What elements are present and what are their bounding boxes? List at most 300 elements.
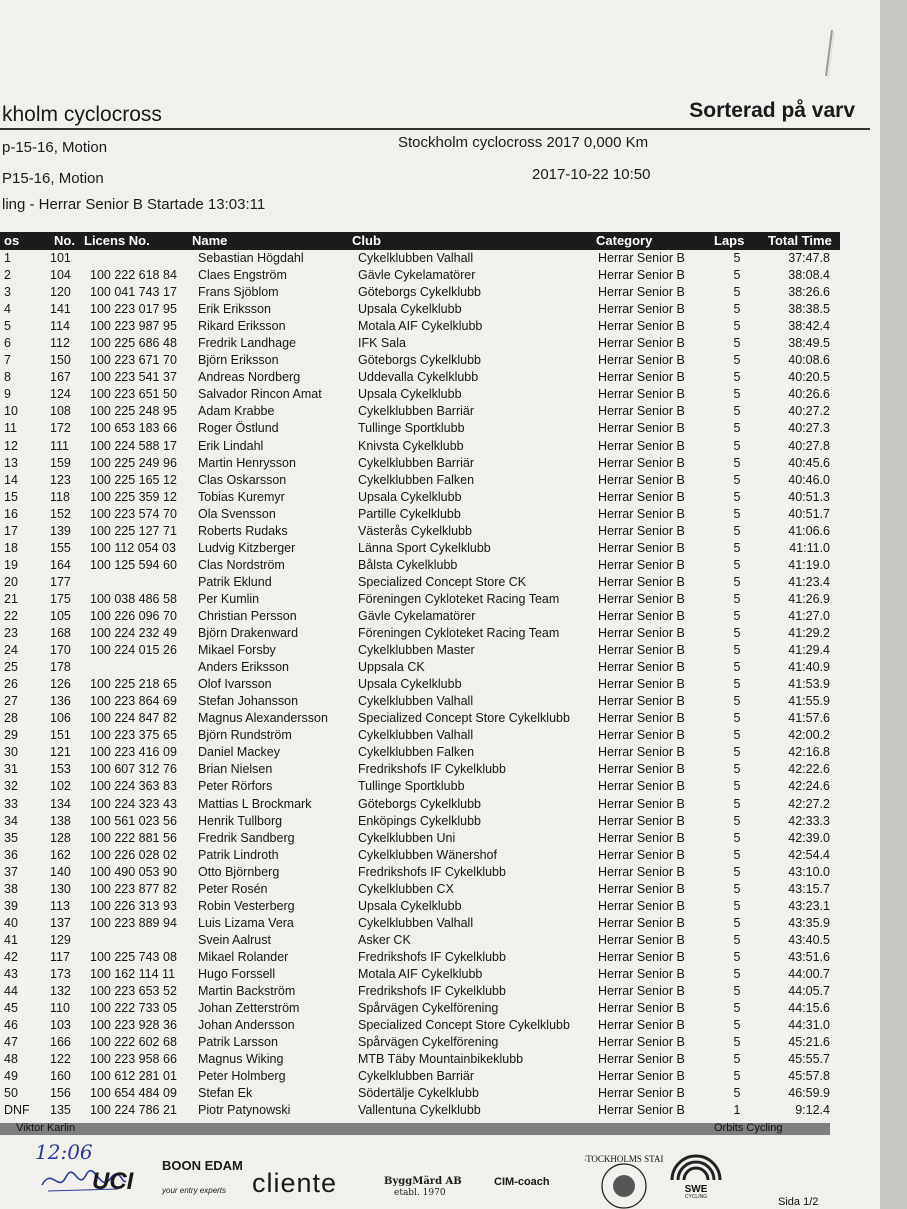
cell-total-time: 42:24.6: [788, 779, 830, 794]
cell-laps: 5: [733, 677, 741, 692]
cell-category: Herrar Senior B: [598, 694, 685, 709]
cell-license-number: 100 561 023 56: [90, 813, 177, 828]
byggmard-logo: ByggMärd AB: [384, 1176, 462, 1187]
table-row: [0, 335, 840, 352]
cell-license-number: 100 224 015 26: [90, 643, 177, 658]
col-category: Category: [596, 233, 653, 248]
cell-laps: 1: [733, 1103, 741, 1118]
table-row: [0, 591, 840, 608]
cell-bib-number: 177: [50, 574, 71, 589]
cell-club: Cykelklubben Valhall: [358, 694, 474, 709]
cell-position: 38: [4, 881, 18, 896]
cell-category: Herrar Senior B: [598, 1018, 685, 1033]
cell-total-time: 41:27.0: [788, 608, 830, 623]
cell-name: Björn Eriksson: [198, 353, 279, 368]
cell-club: Motala AIF Cykelklubb: [358, 966, 483, 981]
cell-name: Johan Andersson: [198, 1018, 295, 1033]
cell-total-time: 40:08.6: [788, 353, 830, 368]
footer-rule: [0, 1123, 830, 1135]
cell-name: Stefan Ek: [198, 1086, 253, 1101]
cell-club: Fredrikshofs IF Cykelklubb: [358, 762, 506, 777]
cell-total-time: 41:11.0: [789, 540, 830, 555]
cell-category: Herrar Senior B: [598, 285, 685, 300]
cim-coach-logo: CIM-coach: [494, 1176, 550, 1188]
cell-license-number: 100 226 313 93: [90, 898, 177, 913]
cell-bib-number: 152: [50, 506, 71, 521]
cell-category: Herrar Senior B: [598, 353, 685, 368]
cell-bib-number: 132: [50, 984, 71, 999]
cell-category: Herrar Senior B: [598, 966, 685, 981]
cell-club: Göteborgs Cykelklubb: [358, 285, 481, 300]
cell-position: 1: [4, 251, 11, 265]
cell-position: 10: [4, 404, 18, 419]
table-row: [0, 744, 840, 761]
cell-club: Spårvägen Cykelförening: [358, 1001, 499, 1016]
cell-club: Göteborgs Cykelklubb: [358, 353, 481, 368]
table-row: [0, 472, 840, 489]
cell-club: Föreningen Cykloteket Racing Team: [358, 591, 560, 606]
cell-position: 3: [4, 285, 11, 300]
cell-laps: 5: [733, 643, 741, 658]
table-row: [0, 540, 840, 557]
cell-bib-number: 103: [50, 1018, 71, 1033]
cell-club: Enköpings Cykelklubb: [358, 813, 481, 828]
cell-name: Patrik Lindroth: [198, 847, 279, 862]
cell-laps: 5: [733, 421, 741, 436]
cell-total-time: 44:00.7: [788, 966, 830, 981]
cell-total-time: 41:40.9: [788, 660, 830, 675]
cell-position: 4: [4, 302, 11, 317]
cell-bib-number: 113: [50, 898, 70, 913]
cell-club: Cykelklubben Uni: [358, 830, 456, 845]
cell-license-number: 100 038 486 58: [90, 591, 177, 606]
col-club: Club: [352, 233, 381, 248]
table-row: [0, 932, 840, 949]
table-row: [0, 250, 840, 267]
cell-laps: 5: [733, 1018, 741, 1033]
cell-name: Mattias L Brockmark: [198, 796, 312, 811]
cell-laps: 5: [733, 506, 741, 521]
cell-license-number: 100 224 588 17: [90, 438, 177, 453]
cell-license-number: 100 224 847 82: [90, 711, 177, 726]
cell-bib-number: 150: [50, 353, 71, 368]
table-row: [0, 284, 840, 301]
cell-club: Vallentuna Cykelklubb: [358, 1103, 481, 1118]
cell-laps: 5: [733, 404, 741, 419]
cell-total-time: 43:51.6: [788, 949, 830, 964]
table-row: [0, 1051, 840, 1068]
cell-bib-number: 128: [50, 830, 71, 845]
table-row: [0, 642, 840, 659]
cell-bib-number: 110: [50, 1001, 70, 1016]
cell-position: 29: [4, 728, 18, 743]
cell-license-number: 100 224 363 83: [90, 779, 177, 794]
cell-position: 18: [4, 540, 18, 555]
table-row: [0, 915, 840, 932]
cell-bib-number: 166: [50, 1035, 71, 1050]
cell-club: Specialized Concept Store Cykelklubb: [358, 1018, 570, 1033]
cell-position: 19: [4, 557, 18, 572]
cell-name: Björn Rundström: [198, 728, 292, 743]
sort-label: Sorterad på varv: [689, 99, 855, 122]
cell-name: Mikael Rolander: [198, 949, 289, 964]
col-total-time: Total Time: [768, 233, 832, 248]
cell-total-time: 42:54.4: [788, 847, 830, 862]
cell-position: 46: [4, 1018, 18, 1033]
cell-category: Herrar Senior B: [598, 915, 685, 930]
cell-category: Herrar Senior B: [598, 591, 685, 606]
cell-license-number: 100 223 651 50: [90, 387, 177, 402]
cell-club: Cykelklubben Valhall: [358, 728, 474, 743]
cell-license-number: 100 225 359 12: [90, 489, 177, 504]
cell-position: 12: [4, 438, 18, 453]
table-header: [0, 232, 840, 250]
cell-name: Salvador Rincon Amat: [198, 387, 322, 402]
cell-club: Cykelklubben CX: [358, 881, 454, 896]
cell-category: Herrar Senior B: [598, 949, 685, 964]
cell-license-number: 100 224 323 43: [90, 796, 177, 811]
cell-position: 20: [4, 574, 18, 589]
table-row: [0, 881, 840, 898]
cell-total-time: 45:21.6: [788, 1035, 830, 1050]
cell-laps: 5: [733, 898, 741, 913]
cell-license-number: 100 226 028 02: [90, 847, 177, 862]
cell-position: 37: [4, 864, 18, 879]
cell-license-number: 100 223 574 70: [90, 506, 177, 521]
cell-laps: 5: [733, 626, 741, 641]
cell-total-time: 43:15.7: [788, 881, 830, 896]
cell-laps: 5: [733, 540, 741, 555]
cell-laps: 5: [733, 984, 741, 999]
table-row: [0, 267, 840, 284]
cell-category: Herrar Senior B: [598, 608, 685, 623]
cell-bib-number: 156: [50, 1086, 71, 1101]
table-row: [0, 506, 840, 523]
table-row: [0, 1000, 840, 1017]
cell-laps: 5: [733, 847, 741, 862]
cell-total-time: 44:05.7: [788, 984, 830, 999]
cell-total-time: 41:53.9: [788, 677, 830, 692]
cell-club: Länna Sport Cykelklubb: [358, 540, 491, 555]
table-row: [0, 659, 840, 676]
cell-category: Herrar Senior B: [598, 728, 685, 743]
cell-bib-number: 124: [50, 387, 71, 402]
cell-position: 9: [4, 387, 11, 402]
cell-laps: 5: [733, 830, 741, 845]
cell-laps: 5: [733, 881, 741, 896]
cell-license-number: 100 225 127 71: [90, 523, 177, 538]
class-start-line: ling - Herrar Senior B Startade 13:03:11: [2, 196, 266, 213]
cell-name: Ola Svensson: [198, 506, 276, 521]
cell-laps: 5: [733, 387, 741, 402]
col-pos: os: [4, 233, 20, 248]
cell-category: Herrar Senior B: [598, 1052, 685, 1067]
event-title: kholm cyclocross: [2, 103, 162, 126]
cell-total-time: 44:31.0: [788, 1018, 830, 1033]
cell-position: 28: [4, 711, 18, 726]
cell-total-time: 44:15.6: [788, 1001, 830, 1016]
cell-laps: 5: [733, 745, 741, 760]
cell-position: 24: [4, 643, 18, 658]
cell-bib-number: 101: [50, 251, 71, 265]
cell-bib-number: 167: [50, 370, 71, 385]
cell-total-time: 40:45.6: [788, 455, 830, 470]
cell-club: Fredrikshofs IF Cykelklubb: [358, 949, 506, 964]
cell-laps: 5: [733, 489, 741, 504]
cell-license-number: 100 223 375 65: [90, 728, 177, 743]
cell-license-number: 100 222 733 05: [90, 1001, 177, 1016]
cell-position: 14: [4, 472, 18, 487]
cell-total-time: 46:59.9: [788, 1086, 830, 1101]
cell-position: 31: [4, 762, 18, 777]
table-row: [0, 557, 840, 574]
cell-total-time: 40:27.3: [788, 421, 830, 436]
cell-total-time: 40:51.7: [788, 506, 830, 521]
cell-category: Herrar Senior B: [598, 779, 685, 794]
cell-position: 49: [4, 1069, 18, 1084]
cell-club: Cykelklubben Valhall: [358, 251, 474, 265]
cell-license-number: 100 223 877 82: [90, 881, 177, 896]
cell-club: MTB Täby Mountainbikeklubb: [358, 1052, 524, 1067]
cell-bib-number: 120: [50, 285, 71, 300]
cell-name: Andreas Nordberg: [198, 370, 301, 385]
cell-laps: 5: [733, 1086, 741, 1101]
cell-bib-number: 123: [50, 472, 71, 487]
cell-category: Herrar Senior B: [598, 506, 685, 521]
cell-category: Herrar Senior B: [598, 898, 685, 913]
cell-total-time: 40:20.5: [788, 370, 830, 385]
table-row: [0, 625, 840, 642]
cell-license-number: 100 223 671 70: [90, 353, 177, 368]
cell-club: Motala AIF Cykelklubb: [358, 319, 483, 334]
cell-bib-number: 168: [50, 626, 71, 641]
table-row: [0, 813, 840, 830]
cell-bib-number: 138: [50, 813, 71, 828]
cell-laps: 5: [733, 336, 741, 351]
cell-position: 13: [4, 455, 18, 470]
table-row: [0, 369, 840, 386]
cell-position: 45: [4, 1001, 18, 1016]
cell-position: 30: [4, 745, 18, 760]
cell-category: Herrar Senior B: [598, 302, 685, 317]
cell-laps: 5: [733, 251, 741, 265]
cell-bib-number: 178: [50, 660, 71, 675]
cell-position: 11: [4, 421, 17, 436]
cell-club: Fredrikshofs IF Cykelklubb: [358, 984, 506, 999]
cell-license-number: 100 223 416 09: [90, 745, 177, 760]
cell-bib-number: 159: [50, 455, 71, 470]
cell-license-number: 100 112 054 03: [90, 540, 176, 555]
cell-category: Herrar Senior B: [598, 523, 685, 538]
cell-position: 48: [4, 1052, 18, 1067]
cell-name: Peter Rosén: [198, 881, 268, 896]
cell-club: Gävle Cykelamatörer: [358, 608, 476, 623]
cell-total-time: 37:47.8: [788, 251, 830, 265]
cell-name: Johan Zetterström: [198, 1001, 300, 1016]
cell-bib-number: 139: [50, 523, 71, 538]
cell-bib-number: 136: [50, 694, 71, 709]
cell-name: Henrik Tullborg: [198, 813, 283, 828]
cell-bib-number: 112: [50, 336, 70, 351]
cell-bib-number: 108: [50, 404, 71, 419]
cell-position: 25: [4, 660, 18, 675]
cell-name: Peter Rörfors: [198, 779, 273, 794]
table-row: [0, 574, 840, 591]
cell-club: Asker CK: [358, 932, 411, 947]
cell-total-time: 43:35.9: [788, 915, 830, 930]
cell-license-number: 100 223 017 95: [90, 302, 177, 317]
cell-category: Herrar Senior B: [598, 745, 685, 760]
cell-category: Herrar Senior B: [598, 1086, 685, 1101]
table-row: [0, 796, 840, 813]
cell-laps: 5: [733, 762, 741, 777]
cell-license-number: 100 224 786 21: [90, 1103, 177, 1118]
cell-license-number: 100 225 218 65: [90, 677, 177, 692]
cell-total-time: 38:26.6: [788, 285, 830, 300]
cell-total-time: 41:19.0: [788, 557, 830, 572]
cell-laps: 5: [733, 353, 741, 368]
cell-position: 41: [4, 932, 18, 947]
svg-text:STOCKHOLMS STAD: STOCKHOLMS STAD: [585, 1154, 663, 1164]
cell-bib-number: 106: [50, 711, 71, 726]
page-number: Sida 1/2: [778, 1196, 819, 1208]
cell-club: Cykelklubben Barriär: [358, 455, 475, 470]
cell-category: Herrar Senior B: [598, 251, 685, 265]
cell-name: Patrik Larsson: [198, 1035, 278, 1050]
cell-position: 47: [4, 1035, 18, 1050]
cell-name: Clas Oskarsson: [198, 472, 287, 487]
cell-license-number: 100 223 928 36: [90, 1018, 177, 1033]
table-row: [0, 1102, 840, 1119]
cell-total-time: 9:12.4: [795, 1103, 830, 1118]
cell-position: 22: [4, 608, 18, 623]
cell-name: Tobias Kuremyr: [198, 489, 285, 504]
race-date-time: 2017-10-22 10:50: [532, 166, 651, 183]
cell-bib-number: 130: [50, 881, 71, 896]
table-row: [0, 1034, 840, 1051]
cell-bib-number: 104: [50, 268, 71, 283]
cell-license-number: 100 223 864 69: [90, 694, 177, 709]
cell-license-number: 100 607 312 76: [90, 762, 177, 777]
cell-bib-number: 126: [50, 677, 71, 692]
table-row: [0, 949, 840, 966]
cliente-logo: cliente: [252, 1168, 338, 1198]
cell-bib-number: 121: [50, 745, 71, 760]
cell-club: Specialized Concept Store CK: [358, 574, 527, 589]
cell-category: Herrar Senior B: [598, 370, 685, 385]
cell-bib-number: 141: [50, 302, 71, 317]
footer-timekeeper: Viktor Karlin: [16, 1122, 76, 1134]
header-rule: [0, 128, 870, 130]
cell-total-time: 38:08.4: [788, 268, 830, 283]
table-row: [0, 830, 840, 847]
cell-position: 8: [4, 370, 11, 385]
cell-club: Tullinge Sportklubb: [358, 421, 465, 436]
cell-club: Gävle Cykelamatörer: [358, 268, 476, 283]
table-row: [0, 352, 840, 369]
cell-total-time: 40:51.3: [788, 489, 830, 504]
table-row: [0, 386, 840, 403]
cell-laps: 5: [733, 285, 741, 300]
cell-license-number: 100 222 881 56: [90, 830, 177, 845]
cell-category: Herrar Senior B: [598, 881, 685, 896]
cell-name: Frans Sjöblom: [198, 285, 279, 300]
cell-total-time: 42:33.3: [788, 813, 830, 828]
cell-club: Fredrikshofs IF Cykelklubb: [358, 864, 506, 879]
table-row: [0, 847, 840, 864]
boon-edam-logo: BOON EDAM: [162, 1158, 243, 1173]
table-row: [0, 403, 840, 420]
cell-club: Cykelklubben Falken: [358, 472, 475, 487]
cell-position: 50: [4, 1086, 18, 1101]
cell-name: Robin Vesterberg: [198, 898, 295, 913]
cell-name: Per Kumlin: [198, 591, 260, 606]
cell-laps: 5: [733, 302, 741, 317]
cell-laps: 5: [733, 779, 741, 794]
cell-name: Stefan Johansson: [198, 694, 299, 709]
table-row: [0, 455, 840, 472]
table-row: [0, 608, 840, 625]
cell-name: Otto Björnberg: [198, 864, 280, 879]
cell-bib-number: 134: [50, 796, 71, 811]
cell-bib-number: 172: [50, 421, 71, 436]
cell-total-time: 41:57.6: [788, 711, 830, 726]
table-row: [0, 301, 840, 318]
cell-category: Herrar Senior B: [598, 813, 685, 828]
cell-license-number: 100 225 165 12: [90, 472, 177, 487]
cell-laps: 5: [733, 728, 741, 743]
cell-total-time: 45:57.8: [788, 1069, 830, 1084]
table-row: [0, 693, 840, 710]
cell-total-time: 42:16.8: [788, 745, 830, 760]
cell-name: Clas Nordström: [198, 557, 285, 572]
byggmard-sub: etabl. 1970: [394, 1188, 446, 1198]
cell-category: Herrar Senior B: [598, 268, 685, 283]
cell-club: Spårvägen Cykelförening: [358, 1035, 499, 1050]
cell-bib-number: 111: [50, 438, 70, 453]
table-row: [0, 420, 840, 437]
cell-total-time: 41:29.4: [788, 643, 830, 658]
cell-category: Herrar Senior B: [598, 643, 685, 658]
cell-bib-number: 155: [50, 540, 71, 555]
cell-category: Herrar Senior B: [598, 660, 685, 675]
cell-club: Cykelklubben Valhall: [358, 915, 474, 930]
cell-name: Ludvig Kitzberger: [198, 540, 296, 555]
cell-position: 5: [4, 319, 11, 334]
cell-category: Herrar Senior B: [598, 1035, 685, 1050]
race-name: Stockholm cyclocross 2017 0,000 Km: [398, 134, 649, 151]
cell-category: Herrar Senior B: [598, 438, 685, 453]
cell-name: Björn Drakenward: [198, 626, 299, 641]
cell-club: Göteborgs Cykelklubb: [358, 796, 481, 811]
cell-club: Upsala Cykelklubb: [358, 677, 462, 692]
cell-name: Martin Backström: [198, 984, 296, 999]
cell-license-number: 100 225 686 48: [90, 336, 177, 351]
table-row: [0, 727, 840, 744]
cell-bib-number: 162: [50, 847, 71, 862]
cell-license-number: 100 223 987 95: [90, 319, 177, 334]
cell-bib-number: 135: [50, 1103, 71, 1118]
cell-category: Herrar Senior B: [598, 830, 685, 845]
cell-laps: 5: [733, 591, 741, 606]
cell-club: Cykelklubben Wänershof: [358, 847, 497, 862]
cell-license-number: 100 612 281 01: [90, 1069, 177, 1084]
cell-name: Claes Engström: [198, 268, 287, 283]
cell-club: Uppsala CK: [358, 660, 425, 675]
cell-club: Västerås Cykelklubb: [358, 523, 472, 538]
col-no: No.: [54, 233, 75, 248]
cell-position: 40: [4, 915, 18, 930]
